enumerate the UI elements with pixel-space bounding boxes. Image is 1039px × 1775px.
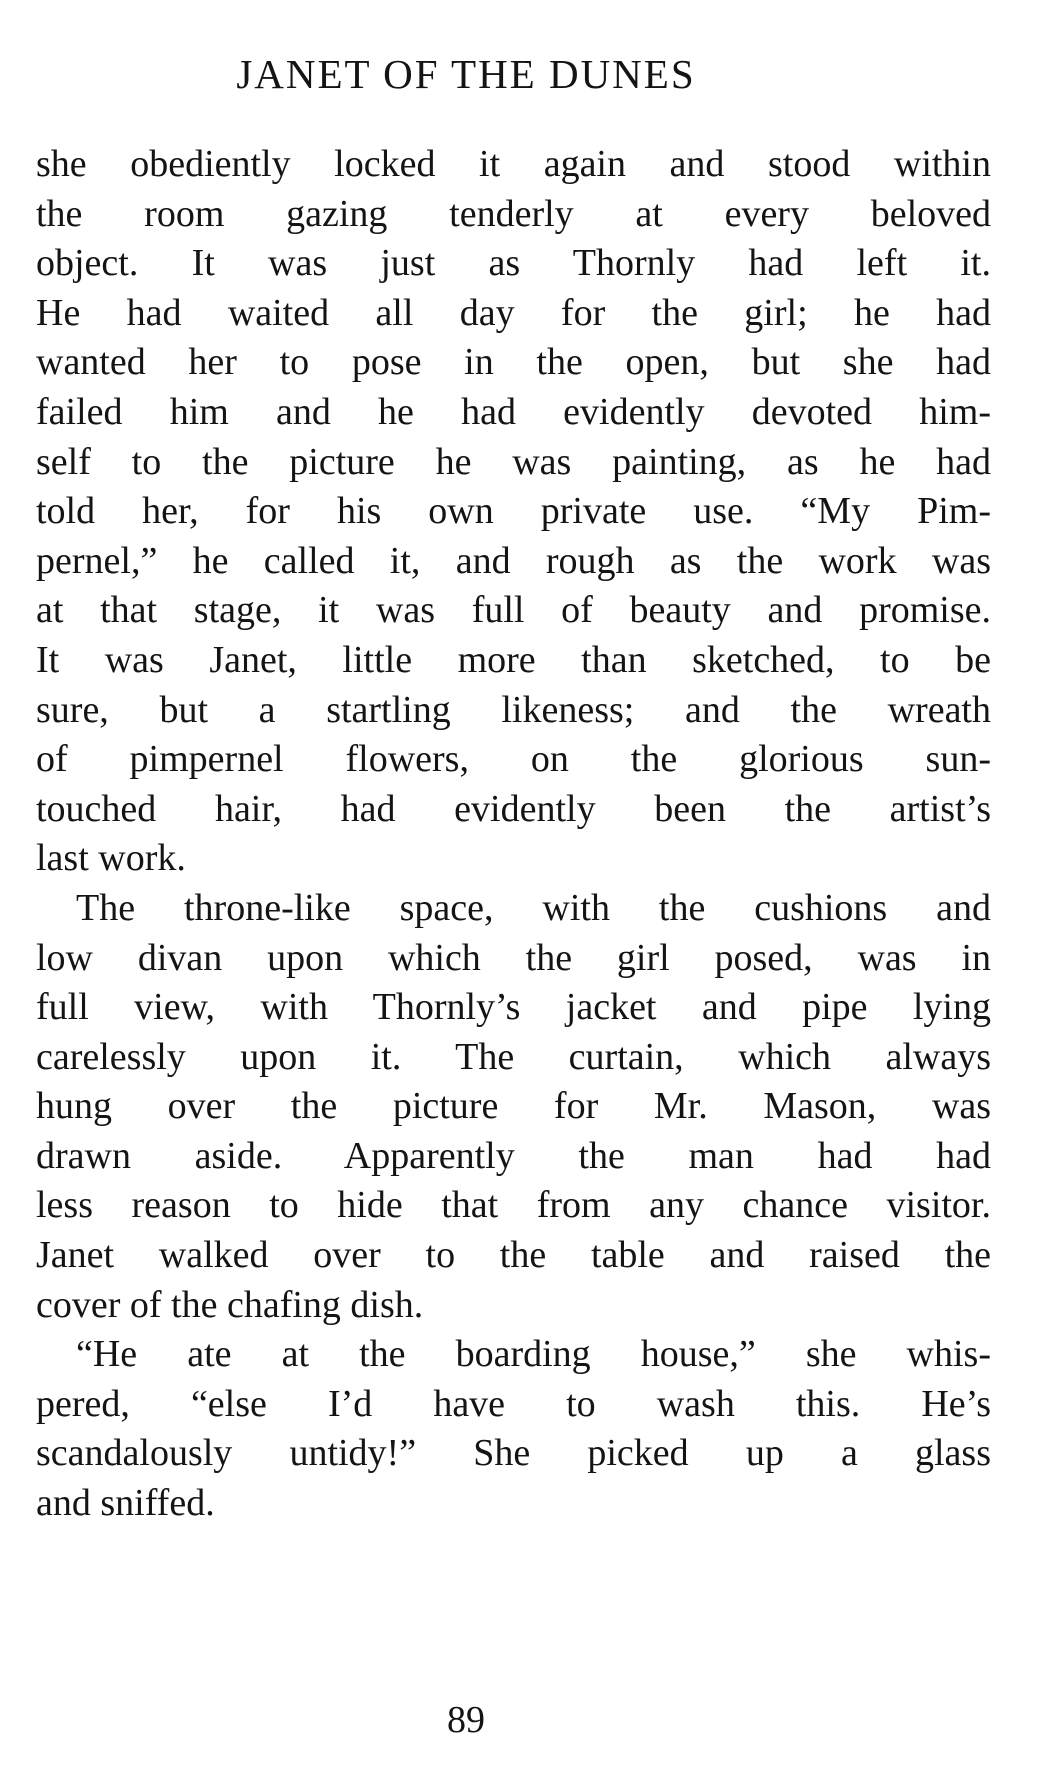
text-line: failed him and he had evidently devoted him-	[36, 390, 991, 433]
text-line: scandalously untidy!” She picked up a glass	[36, 1432, 991, 1475]
text-line: of pimpernel flowers, on the glorious sun-	[36, 738, 991, 781]
text-line: and sniffed.	[36, 1482, 215, 1525]
text-line: carelessly upon it. The curtain, which always	[36, 1035, 991, 1078]
text-line: drawn aside. Apparently the man had had	[36, 1134, 991, 1177]
text-line: last work.	[36, 837, 186, 880]
text-line: less reason to hide that from any chance visitor.	[36, 1184, 991, 1227]
text-line: Janet walked over to the table and raised the	[36, 1234, 991, 1277]
text-line: at that stage, it was full of beauty and promise.	[36, 589, 991, 632]
text-line: He had waited all day for the girl; he had	[36, 291, 991, 334]
text-line: self to the picture he was painting, as he had	[36, 440, 991, 483]
paragraph-2	[36, 884, 991, 1330]
text-line: low divan upon which the girl posed, was in	[36, 936, 991, 979]
running-head: JANET OF THE DUNES	[236, 51, 696, 97]
text-line: hung over the picture for Mr. Mason, was	[36, 1085, 991, 1128]
text-line: sure, but a startling likeness; and the wreath	[36, 688, 991, 731]
paragraph-1	[36, 140, 991, 884]
text-line: wanted her to pose in the open, but she had	[36, 341, 991, 384]
text-line: cover of the chafing dish.	[36, 1283, 424, 1326]
text-line: she obediently locked it again and stood within	[36, 143, 991, 185]
text-line: pered, “else I’d have to wash this. He’s	[36, 1382, 991, 1425]
text-line: the room gazing tenderly at every beloved	[36, 192, 991, 235]
text-line: The throne-like space, with the cushions and	[76, 886, 991, 929]
page-number: 89	[447, 1699, 485, 1741]
text-line: object. It was just as Thornly had left it.	[36, 242, 991, 285]
text-line: “He ate at the boarding house,” she whis-	[76, 1333, 991, 1376]
text-line: full view, with Thornly’s jacket and pipe lying	[36, 986, 991, 1029]
text-line: told her, for his own private use. “My Pim-	[36, 490, 991, 533]
text-line: It was Janet, little more than sketched, to be	[36, 638, 991, 681]
text-line: touched hair, had evidently been the artist’s	[36, 787, 991, 830]
text-line: pernel,” he called it, and rough as the work was	[36, 539, 991, 582]
body-text	[36, 140, 991, 1529]
paragraph-3	[36, 1330, 991, 1528]
